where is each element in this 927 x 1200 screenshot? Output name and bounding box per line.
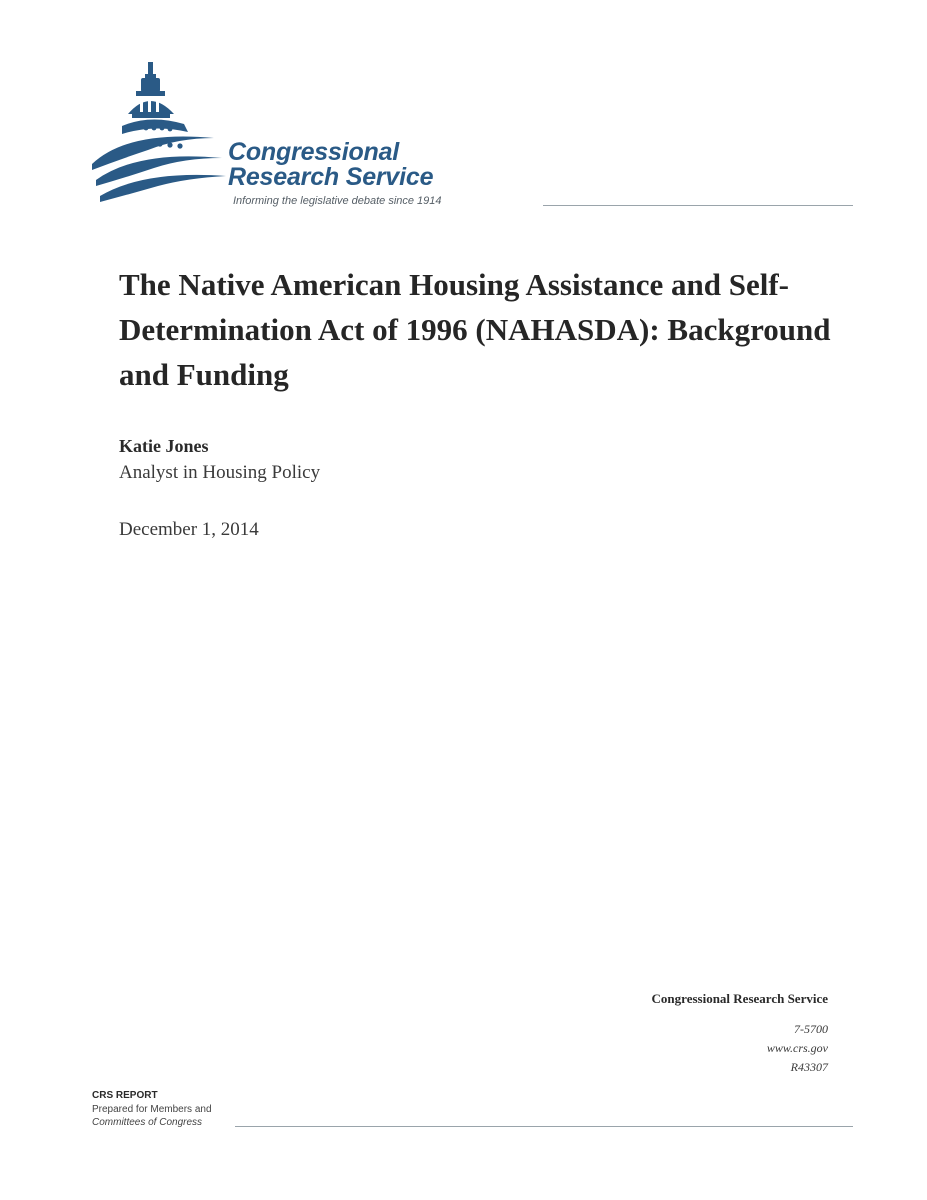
header-divider [543, 205, 853, 206]
org-name-line1: Congressional [228, 138, 400, 166]
report-number: R43307 [790, 1060, 828, 1074]
org-tagline: Informing the legislative debate since 1914 [233, 195, 442, 207]
report-date: December 1, 2014 [119, 519, 259, 540]
prepared-for-line1: Prepared for Members and [92, 1104, 212, 1115]
capitol-dome-icon [88, 58, 228, 210]
footer-organization: Congressional Research Service [651, 991, 828, 1006]
report-code: 7-5700 [794, 1022, 828, 1036]
prepared-for-line2: Committees of Congress [92, 1117, 203, 1128]
author-role: Analyst in Housing Policy [119, 462, 321, 483]
website-link[interactable]: www.crs.gov [766, 1041, 828, 1055]
footer-divider [235, 1126, 853, 1127]
report-title: The Native American Housing Assistance and Self-Determination Act of 1996 (NAHASDA): Background and Funding [119, 267, 831, 392]
org-name-line2: Research Service [228, 163, 434, 191]
author-name: Katie Jones [119, 436, 209, 456]
report-type-label: CRS REPORT [92, 1090, 158, 1101]
